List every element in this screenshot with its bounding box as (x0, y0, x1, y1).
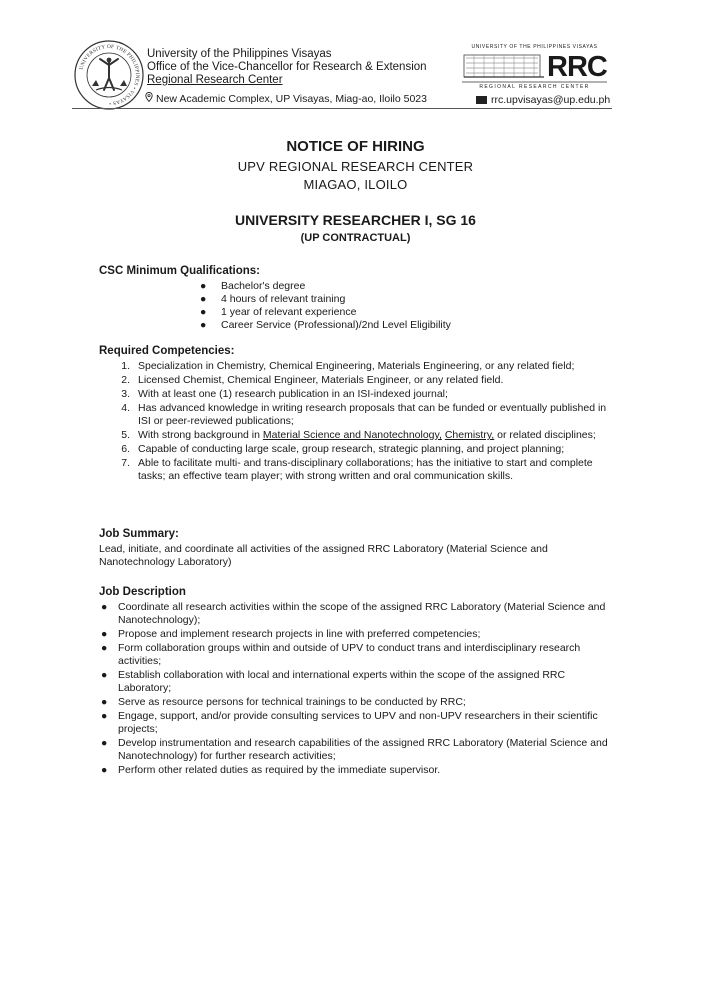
center-title: UPV REGIONAL RESEARCH CENTER (237, 159, 474, 174)
rrc-university-label: UNIVERSITY OF THE PHILIPPINES VISAYAS (471, 44, 598, 50)
seal-lettering: UNIVERSITY OF THE PHILIPPINES • VISAYAS • (78, 43, 141, 107)
list-item: 5. With strong background in Material Science and Nanotechnology, Chemistry, or related disciplines; (121, 429, 596, 441)
summary-text: Lead, initiate, and coordinate all activities of the assigned RRC Laboratory (Material Science and Nanotechnology Laboratory) (99, 543, 548, 568)
email-address: rrc.upvisayas@up.edu.ph (491, 94, 611, 106)
list-item: 1. Specialization in Chemistry, Chemical Engineering, Materials Engineering, or any related field; (121, 360, 575, 372)
list-item: 6. Capable of conducting large scale, group research, strategic planning, and project planning; (121, 443, 565, 455)
description-list (99, 601, 619, 778)
qualifications-heading: CSC Minimum Qualifications: (99, 265, 261, 277)
list-item: 4. Has advanced knowledge in writing research proposals that can be funded or eventually published in ISI or peer-reviewed publications; (121, 402, 607, 427)
list-item: ● 4 hours of relevant training (200, 293, 346, 305)
competencies-list (110, 360, 620, 484)
rrc-center-label: REGIONAL RESEARCH CENTER (479, 84, 590, 90)
list-item: ● Serve as resource persons for technical trainings to be conducted by RRC; (101, 696, 466, 708)
email-line (476, 94, 610, 106)
list-item: ● Career Service (Professional)/2nd Level Eligibility (200, 319, 451, 331)
center-name: Regional Research Center (147, 74, 283, 86)
list-item: 2. Licensed Chemist, Chemical Engineer, Materials Engineer, or any related field. (121, 374, 504, 386)
list-item: ● Coordinate all research activities within the scope of the assigned RRC Laboratory (Material Science and Nanotechnology); (101, 601, 606, 626)
up-visayas-seal (74, 40, 144, 110)
list-item: ● Establish collaboration with local and international experts within the scope of the assigned RRC Laboratory; (101, 669, 566, 694)
list-item: ● Develop instrumentation and research capabilities of the assigned RRC Laboratory (Material Science and Nanotechnology) for further research activities; (101, 737, 608, 762)
location-title: MIAGAO, ILOILO (303, 177, 408, 192)
list-item: ● Perform other related duties as required by the immediate supervisor. (101, 764, 441, 776)
envelope-icon (476, 96, 487, 104)
summary-heading: Job Summary: (99, 528, 179, 540)
header-divider (72, 108, 612, 109)
university-name: University of the Philippines Visayas (147, 48, 332, 60)
rrc-wordmark: RRC (547, 51, 607, 83)
notice-title: NOTICE OF HIRING (286, 138, 425, 155)
list-item: ● Form collaboration groups within and outside of UPV to conduct trans and interdisciplinary research activities; (101, 642, 581, 667)
underlined-field: Material Science and Nanotechnology, (262, 429, 442, 441)
employment-type: (UP CONTRACTUAL) (300, 232, 411, 244)
location-pin-icon (145, 92, 153, 102)
list-item: 7. Able to facilitate multi- and trans-disciplinary collaborations; has the initiative to start and complete tasks; an effective team player; with strong written and oral communication skills. (121, 457, 593, 482)
competencies-heading: Required Competencies: (99, 345, 235, 357)
list-item: ● Engage, support, and/or provide consulting services to UPV and non-UPV researchers in their scientific projects; (101, 710, 598, 735)
position-title: UNIVERSITY RESEARCHER I, SG 16 (235, 212, 476, 228)
description-heading: Job Description (99, 586, 186, 598)
list-item: ● 1 year of relevant experience (200, 306, 357, 318)
qualifications-list (200, 280, 451, 332)
list-item: ● Propose and implement research projects in line with preferred competencies; (101, 628, 481, 640)
list-item: ● Bachelor's degree (200, 280, 306, 292)
address-line (145, 92, 427, 105)
address-text: New Academic Complex, UP Visayas, Miag-ao, Iloilo 5023 (156, 93, 427, 105)
list-item: 3. With at least one (1) research publication in an ISI-indexed journal; (121, 388, 448, 400)
office-name: Office of the Vice-Chancellor for Research & Extension (147, 61, 427, 73)
office-header (147, 48, 427, 87)
underlined-field: Chemistry, (444, 429, 495, 441)
